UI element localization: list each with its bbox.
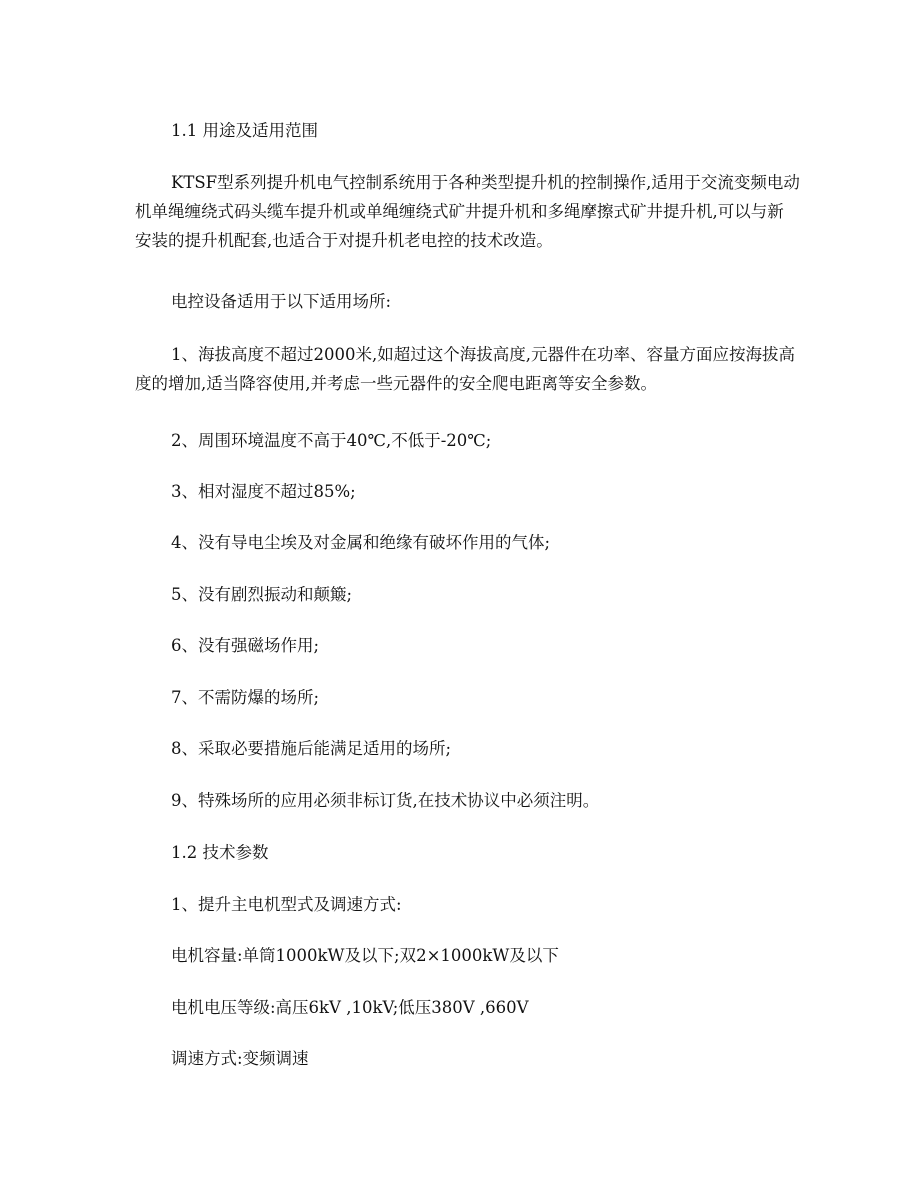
intro-paragraph: KTSF型系列提升机电气控制系统用于各种类型提升机的控制操作,适用于交流变频电动机单绳缠绕式码头缆车提升机或单绳缠绕式矿井提升机和多绳摩擦式矿井提升机,可以与新安装的提升机配套,也适合于对提升机老电控的技术改造。 [135, 173, 800, 250]
section-1-2-heading: 1.2 技术参数 [171, 843, 269, 862]
condition-item-4: 4、没有导电尘埃及对金属和绝缘有破坏作用的气体; [171, 533, 551, 552]
condition-item-9: 9、特殊场所的应用必须非标订货,在技术协议中必须注明。 [171, 791, 600, 810]
condition-item-1: 1、海拔高度不超过2000米,如超过这个海拔高度,元器件在功率、容量方面应按海拔高度的增加,适当降容使用,并考虑一些元器件的安全爬电距离等安全参数。 [135, 345, 795, 393]
condition-item-8: 8、采取必要措施后能满足适用的场所; [171, 739, 452, 758]
motor-voltage: 电机电压等级:高压6kV ,10kV;低压380V ,660V [171, 998, 529, 1017]
condition-item-5: 5、没有剧烈振动和颠簸; [171, 585, 353, 604]
conditions-intro: 电控设备适用于以下适用场所: [171, 292, 392, 311]
motor-capacity: 电机容量:单筒1000kW及以下;双2×1000kW及以下 [171, 946, 559, 965]
speed-method: 调速方式:变频调速 [171, 1049, 309, 1068]
condition-item-7: 7、不需防爆的场所; [171, 688, 320, 707]
condition-item-2: 2、周围环境温度不高于40℃,不低于-20℃; [171, 431, 492, 450]
section-1-1-heading: 1.1 用途及适用范围 [171, 121, 318, 140]
params-item-1: 1、提升主电机型式及调速方式: [171, 895, 402, 914]
condition-item-3: 3、相对湿度不超过85%; [171, 482, 356, 501]
condition-item-6: 6、没有强磁场作用; [171, 636, 320, 655]
